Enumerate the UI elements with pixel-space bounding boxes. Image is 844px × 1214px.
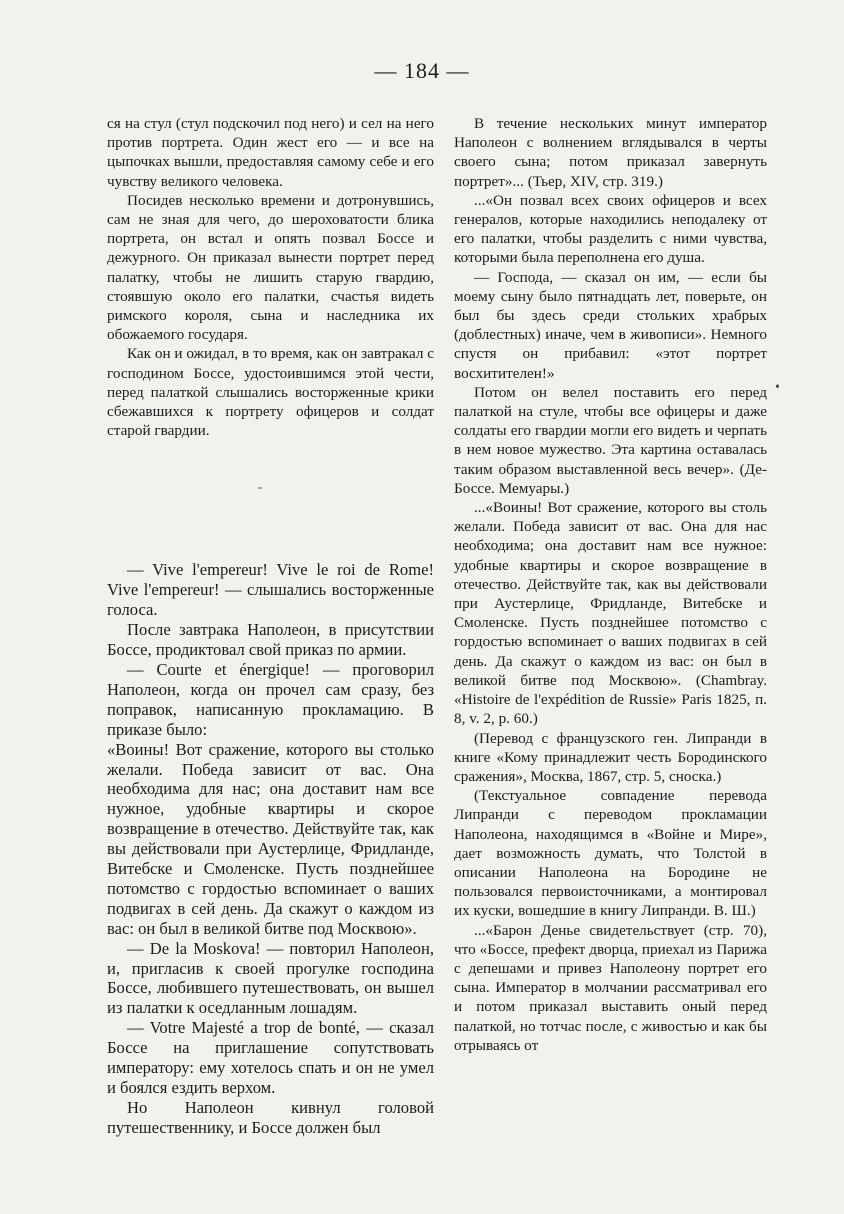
left-paragraph-9: — Votre Majesté a trop de bonté, — сказал Боссе на приглашение сопутствовать императору: ему хотелось спать и он не умел и боялся ездить верхом. xyxy=(107,1018,434,1098)
right-paragraph-1: В течение нескольких минут император Наполеон с волнением вглядывался в черты своего сына; потом приказал завернуть портрет»... (Тьер, XIV, стр. 319.) xyxy=(454,115,767,190)
left-column xyxy=(107,114,434,1138)
left-paragraph-3: Как он и ожидал, в то время, как он завтракал с господином Боссе, удостоившимся этой чести, перед палаткой слышались восторженные крики сбежавшихся к портрету офицеров и солдат старой гвардии. xyxy=(107,345,434,440)
right-paragraph-7: (Текстуальное совпадение перевода Липранди с переводом прокламации Наполеона, находящимся в «Войне и Мире», дает возможность думать, что Толстой в описании Наполеона на Бородине не пользовался первоисточниками, а монтировал их куски, вошедшие в книгу Липранди. В. Ш.) xyxy=(454,787,767,920)
right-paragraph-3: — Господа, — сказал он им, — если бы моему сыну было пятнадцать лет, поверьте, он был бы здесь среди стольких храбрых (доблестных) иначе, чем в живописи». Немного спустя он прибавил: «этот портрет восхитителен!» xyxy=(454,268,767,382)
right-paragraph-2: ...«Он позвал всех своих офицеров и всех генералов, которые находились неподалеку от его палатки, чтобы разделить с ними чувства, которыми была переполнена его душа. xyxy=(454,191,767,267)
right-paragraph-4: Потом он велел поставить его перед палаткой на стуле, чтобы все офицеры и даже солдаты его гвардии могли его видеть и черпать в нем новое мужество. Эта картина оставалась таким образом выставленной весь вечер». (Де-Боссе. Мемуары.) xyxy=(454,383,767,497)
section-separator-mark: - xyxy=(258,480,263,495)
left-paragraph-8: — De la Moskova! — повторил Наполеон, и, пригласив к своей прогулке господина Боссе, любившего путешествовать, он вышел из палатки к оседланным лошадям. xyxy=(107,938,434,1018)
left-paragraph-10: Но Наполеон кивнул головой путешественнику, и Боссе должен был xyxy=(107,1097,434,1137)
left-paragraph-1: ся на стул (стул подскочил под него) и сел на него против портрета. Один жест его — и все на цыпочках вышли, предоставляя самому себе и его чувству великого человека. xyxy=(107,115,434,190)
right-paragraph-8: ...«Барон Денье свидетельствует (стр. 70), что «Боссе, префект дворца, приехал из Парижа с депешами и привез Наполеону портрет его сына. Император в молчании рассматривал его и потом приказал выставить оный перед палаткой, но тотчас после, с живостью и как бы отрываясь от xyxy=(454,921,767,1054)
page-number: — 184 — xyxy=(374,58,470,83)
right-paragraph-5: ...«Воины! Вот сражение, которого вы столь желали. Победа зависит от вас. Она для нас необходима; она доставит нам все нужное: удобные квартиры и скорое возвращение в отечество. Действуйте так, как вы действовали при Аустерлице, Фридланде, Витебске и Смоленске. Пусть позднейшее потомство с гордостью вспоминает о ваших подвигах в сей день. Да скажут о каждом из вас: он был в великой битве под Москвою». (Chambray. «Histoire de l'expédition de Russie» Paris 1825, п. 8, v. 2, p. 60.) xyxy=(454,499,767,728)
left-paragraph-4: — Vive l'empereur! Vive le roi de Rome! Vive l'empereur! — слышались восторженные голоса. xyxy=(107,560,434,620)
left-paragraph-2: Посидев несколько времени и дотронувшись, сам не зная для чего, до шероховатости блика портрета, он встал и опять позвал Боссе и дежурного. Он приказал вынести портрет перед палатку, чтобы не лишить старую гвардию, стоявшую около его палатки, счастья видеть римского короля, сына и наследника их обожаемого государя. xyxy=(107,191,434,344)
margin-dot-mark: • xyxy=(775,380,780,395)
right-paragraph-6: (Перевод с французского ген. Липранди в книге «Кому принадлежит честь Бородинского сражения», Москва, 1867, стр. 5, сноска.) xyxy=(454,729,767,785)
left-paragraph-6: — Courte et énergique! — проговорил Наполеон, когда он прочел сам сразу, без поправок, написанную прокламацию. В приказе было: xyxy=(107,659,434,739)
right-column xyxy=(454,114,767,1055)
left-paragraph-5: После завтрака Наполеон, в присутствии Боссе, продиктовал свой приказ по армии. xyxy=(107,620,434,660)
left-section-2 xyxy=(107,560,434,1137)
left-paragraph-7-quote: «Воины! Вот сражение, которого вы столько желали. Победа зависит от вас. Она необходима для нас; она доставит нам все нужное, удобные квартиры и скорое возвращение в отечество. Действуйте так, как вы действовали при Аустерлице, Фридланде, Витебске и Смоленске. Пусть позднейшее потомство с гордостью вспоминает о ваших подвигах в сей день. Да скажут о каждом из вас: он был в великой битве под Москвою». xyxy=(107,739,434,938)
